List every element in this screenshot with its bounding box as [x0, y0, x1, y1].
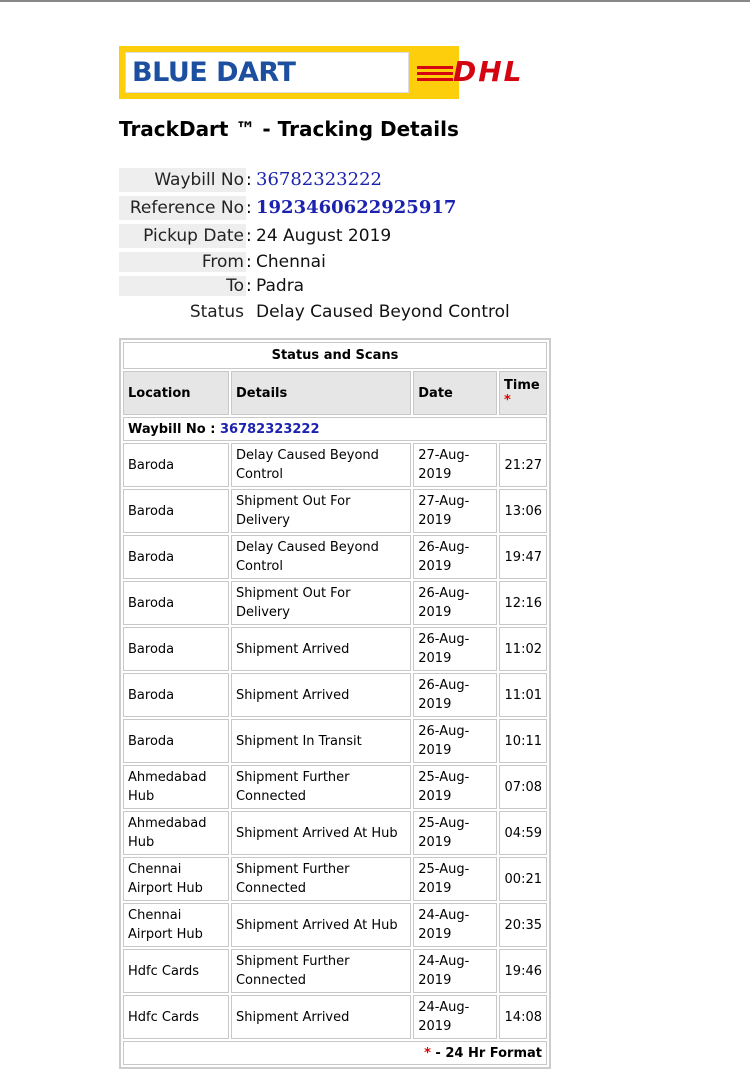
waybill-row	[119, 168, 519, 192]
cell-details: Shipment Further Connected	[231, 857, 411, 901]
colon: :	[246, 198, 252, 218]
page-title: TrackDart ™ - Tracking Details	[119, 117, 459, 141]
dhl-wordmark-text: DHL	[453, 55, 524, 88]
cell-details: Shipment Further Connected	[231, 765, 411, 809]
blue-dart-wordmark: BLUE DART	[125, 52, 409, 93]
cell-details: Shipment In Transit	[231, 719, 411, 763]
cell-location: Baroda	[123, 581, 229, 625]
colon: :	[246, 252, 252, 272]
cell-location: Ahmedabad Hub	[123, 811, 229, 855]
time-header-star: *	[504, 393, 511, 408]
status-label: Status	[189, 302, 244, 322]
status-and-scans-table	[119, 338, 551, 1069]
reference-value: 1923460622925917	[256, 197, 457, 218]
cell-time: 04:59	[499, 811, 547, 855]
dhl-wordmark	[415, 51, 577, 93]
colon: :	[246, 226, 252, 246]
cell-date: 26-Aug-2019	[413, 535, 497, 579]
table-row	[123, 857, 547, 901]
status-row	[119, 300, 519, 324]
cell-details: Delay Caused Beyond Control	[231, 535, 411, 579]
cell-time: 11:02	[499, 627, 547, 671]
from-row	[119, 252, 519, 272]
cell-location: Chennai Airport Hub	[123, 857, 229, 901]
cell-date: 24-Aug-2019	[413, 903, 497, 947]
time-format-note	[123, 1041, 547, 1065]
cell-location: Baroda	[123, 673, 229, 717]
cell-time: 07:08	[499, 765, 547, 809]
pickup-label: Pickup Date	[119, 224, 246, 248]
footer-star: *	[424, 1045, 431, 1061]
table-row	[123, 443, 547, 487]
table-row	[123, 995, 547, 1039]
cell-date: 25-Aug-2019	[413, 857, 497, 901]
cell-time: 11:01	[499, 673, 547, 717]
cell-date: 25-Aug-2019	[413, 811, 497, 855]
table-row	[123, 581, 547, 625]
top-divider	[0, 0, 750, 2]
to-row	[119, 276, 519, 296]
table-row	[123, 903, 547, 947]
cell-location: Chennai Airport Hub	[123, 903, 229, 947]
cell-time: 20:35	[499, 903, 547, 947]
pickup-value: 24 August 2019	[256, 226, 392, 246]
cell-time: 12:16	[499, 581, 547, 625]
cell-location: Baroda	[123, 443, 229, 487]
reference-row	[119, 196, 519, 220]
cell-date: 27-Aug-2019	[413, 489, 497, 533]
from-value: Chennai	[256, 252, 326, 272]
pickup-row	[119, 224, 519, 248]
cell-date: 26-Aug-2019	[413, 627, 497, 671]
cell-details: Shipment Arrived At Hub	[231, 811, 411, 855]
table-caption: Status and Scans	[123, 342, 547, 369]
cell-time: 19:47	[499, 535, 547, 579]
cell-details: Shipment Arrived	[231, 673, 411, 717]
status-value: Delay Caused Beyond Control	[256, 302, 510, 322]
column-header-details: Details	[231, 371, 411, 415]
cell-location: Hdfc Cards	[123, 995, 229, 1039]
cell-location: Baroda	[123, 535, 229, 579]
waybill-banner-number: 36782323222	[220, 421, 320, 437]
cell-date: 26-Aug-2019	[413, 719, 497, 763]
cell-location: Ahmedabad Hub	[123, 765, 229, 809]
cell-details: Shipment Out For Delivery	[231, 489, 411, 533]
colon: :	[246, 276, 252, 296]
cell-date: 26-Aug-2019	[413, 581, 497, 625]
cell-details: Shipment Further Connected	[231, 949, 411, 993]
cell-details: Shipment Arrived At Hub	[231, 903, 411, 947]
cell-date: 24-Aug-2019	[413, 995, 497, 1039]
table-row	[123, 489, 547, 533]
table-row	[123, 535, 547, 579]
cell-time: 00:21	[499, 857, 547, 901]
cell-details: Shipment Arrived	[231, 627, 411, 671]
table-row	[123, 673, 547, 717]
cell-location: Baroda	[123, 627, 229, 671]
cell-details: Shipment Out For Delivery	[231, 581, 411, 625]
cell-location: Baroda	[123, 719, 229, 763]
cell-details: Shipment Arrived	[231, 995, 411, 1039]
cell-details: Delay Caused Beyond Control	[231, 443, 411, 487]
table-row	[123, 765, 547, 809]
column-header-location: Location	[123, 371, 229, 415]
dhl-speed-stripes-icon	[417, 66, 453, 84]
cell-location: Baroda	[123, 489, 229, 533]
cell-time: 13:06	[499, 489, 547, 533]
column-header-time	[499, 371, 547, 415]
column-header-date: Date	[413, 371, 497, 415]
waybill-banner-label: Waybill No :	[128, 421, 216, 437]
cell-date: 27-Aug-2019	[413, 443, 497, 487]
waybill-label: Waybill No	[119, 168, 246, 192]
table-row	[123, 811, 547, 855]
shipment-info	[119, 168, 519, 328]
cell-date: 26-Aug-2019	[413, 673, 497, 717]
from-label: From	[119, 252, 246, 272]
cell-date: 24-Aug-2019	[413, 949, 497, 993]
waybill-banner	[123, 417, 547, 441]
reference-label: Reference No	[119, 196, 246, 220]
footer-text: - 24 Hr Format	[430, 1045, 542, 1061]
bluedart-dhl-logo	[119, 46, 524, 99]
table-row	[123, 627, 547, 671]
cell-time: 19:46	[499, 949, 547, 993]
table-row	[123, 719, 547, 763]
to-label: To	[119, 276, 246, 296]
cell-date: 25-Aug-2019	[413, 765, 497, 809]
time-header-label: Time	[504, 378, 540, 393]
waybill-value: 36782323222	[256, 169, 382, 190]
cell-time: 14:08	[499, 995, 547, 1039]
cell-time: 21:27	[499, 443, 547, 487]
cell-location: Hdfc Cards	[123, 949, 229, 993]
to-value: Padra	[256, 276, 305, 296]
cell-time: 10:11	[499, 719, 547, 763]
table-row	[123, 949, 547, 993]
colon: :	[246, 170, 252, 190]
